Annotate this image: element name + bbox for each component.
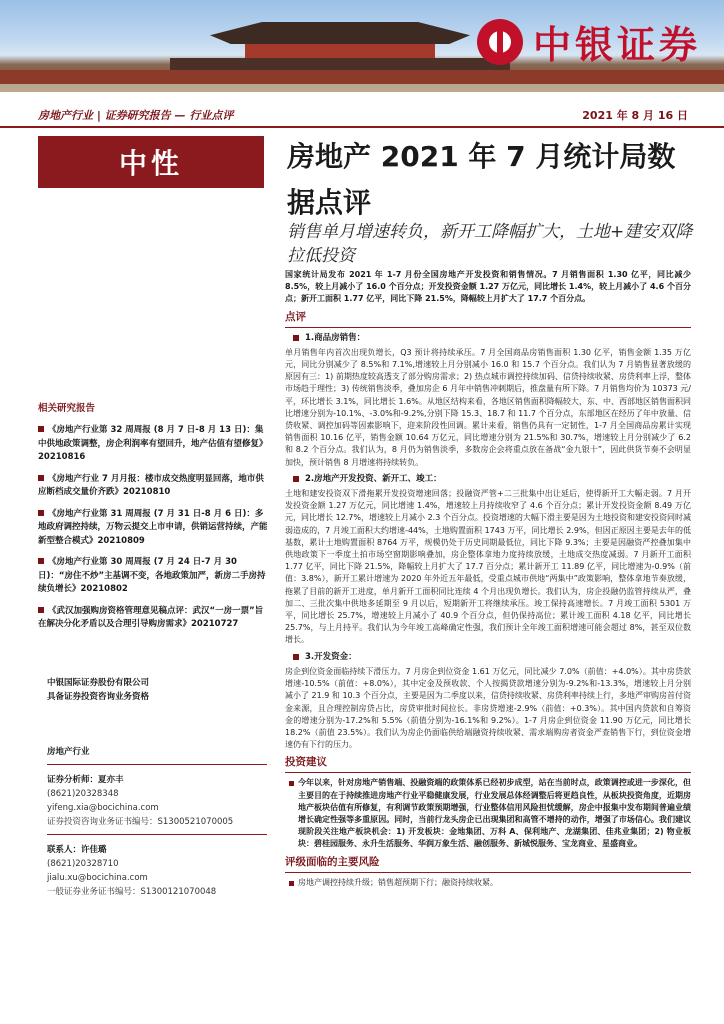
- related-report-text: 《房地产行业第 32 周周报 (8 月 7 日-8 月 13 日)：集中供地政策调整，房企利润率有望回升，地产估值有望修复》20210816: [38, 425, 268, 462]
- analyst-email[interactable]: yifeng.xia@bocichina.com: [47, 803, 159, 813]
- investment-paragraph: 土地和建安投资双下滑拖累开发投资增速回落；投融资严管+二三批集中出让延后，使得新开工大幅走弱。7 月开发投资金额 1.27 万亿元，同比增速 1.4%，增速较上月持续收窄了 4.6 个百分点；累计开发投资金额 8.49 万亿元，同比增长 12.7%，增速较上月减小 2.3 个百分点。投资增速的大幅下滑主要是因为土地投资和建安投资同时减弱造成的，7 月竣工面积大约增速-44%，土地购置面积 1743 万平，同比增长 2.9%，但因正原因主要是去年的低基数，累计土地购置面积 8764 万平，规模仍处于历史同期最低位，同比下降 9.3%；主要是因融资严控叠加集中供地政策下一季度土拍市场空窗期影响叠加，房企整体拿地力度持续放缓，土地成交热度减弱。7 月新开工面积 1.77 亿平，同比下降 21.5%，降幅较上月扩大了 17.7 百分点；累计新开工 11.89 亿平，同比增速为-0.9%（前值：3.8%），新开工累计增速为 2020 年外近五年最低，受重点城市供地“两集中”政策影响，整体拿地节奏放缓，拖累了目前的新开工进度，单月新开工面积同比连续 4 个月出现负增长。我们认为，房企投融仍监管持续从严，叠加二、三批次集中供地多延期至 9 月以后，短期新开工将继续承压。竣工保持高速增长。7 月竣工面积 5301 万平，同比增长 25.7%，增速较上月减小了 40.9 个百分点，但仍保持高位；累计竣工面积 4.18 亿平，同比增长 25.7%，与上月持平。我们认为今年竣工高峰确定性强，我们预计全年竣工面积增速可能会超过 8%，甚至双位数增长。: [285, 489, 691, 645]
- bullet-square-icon: [293, 476, 299, 482]
- investment-heading: [285, 473, 691, 485]
- bullet-square-icon: [38, 558, 44, 564]
- invest-advice-item: [285, 777, 691, 850]
- sidebar-related: [38, 400, 268, 640]
- related-report-text: 《房地产行业第 31 周周报 (7 月 31 日-8 月 6 日)：多地政府调控持续，万物云提交上市申请，供销运营持续，产能新型整合模式》20210809: [38, 508, 268, 546]
- analyst-phone: (8621)20328348: [47, 789, 119, 799]
- related-report-item[interactable]: [38, 605, 268, 632]
- related-report-text: 《房地产行业第 30 周周报 (7 月 24 日-7 月 30 日)：“房住不炒”主基调不变，各地政策加严，新房二手房持续负增长》20210802: [38, 557, 266, 594]
- main-content: [285, 269, 691, 889]
- bullet-square-icon: [38, 475, 44, 481]
- report-title: 房地产 2021 年 7 月统计局数据点评: [287, 140, 676, 219]
- brand-logo: [477, 14, 701, 69]
- related-report-text: 《武汉加强购房资格管理意见稿点评：武汉“一房一票”旨在解决分化矛盾以及合理引导购房需求》20210727: [38, 605, 264, 629]
- related-reports-heading: 相关研究报告: [38, 403, 96, 414]
- summary-paragraph: 国家统计局发布 2021 年 1-7 月份全国房地产开发投资和销售情况。7 月销售面积 1.30 亿平，同比减少 8.5%，较上月减小了 16.0 个百分点；开发投资金额 1.27 万亿元，同比增长 1.4%，较上月减小了 4.6 个百分点；新开工面积 1.77 亿平，同比下降 21.5%，降幅较上月扩大了 17.7 个百分点。: [285, 270, 691, 304]
- contact-license: 一般证券业务证书编号：S1300121070048: [47, 887, 217, 897]
- risk-text: 房地产调控持续升级；销售超预期下行；融资持续收紧。: [298, 877, 498, 887]
- firm-info: [47, 676, 267, 704]
- bullet-square-icon: [293, 335, 299, 341]
- bullet-square-icon: [38, 607, 44, 613]
- bullet-square-icon: [38, 426, 44, 432]
- bullet-square-icon: [293, 654, 299, 660]
- investment-heading-text: 2.房地产开发投资、新开工、竣工：: [305, 473, 442, 484]
- contact-block: [47, 745, 267, 899]
- boc-logo-icon: [477, 19, 523, 65]
- invest-advice-text: 今年以来，针对房地产销售端、投融资端的政策体系已经初步成型，站在当前时点，政策调控或进一步深化，但主要目的在于持续推进房地产行业平稳健康发展，行业发展总体经调整后将更趋良性，从板块投资角度，近期房地产板块估值有所修复，有利调节政策预期增强，行业整体信用风险担忧缓解，房企中报集中发布期间普遍业绩增长确定性强等多重原因。同时，当前行龙头房企已出现集团和高管不增持的动作，增强了市场信心。我们建议现阶段关注地产板块机会：1) 开发板块：金地集团、万科 A、保利地产、龙湖集团、佳兆业集团；2) 物业板块：碧桂园服务、永升生活服务、华润万象生活、融创服务、新城悦服务、宝龙商业、星盛商业。: [298, 778, 691, 849]
- related-report-item[interactable]: [38, 473, 268, 500]
- contact-phone: (8621)20328710: [47, 859, 119, 869]
- header-banner: [0, 0, 724, 92]
- sales-paragraph: 单月销售年内首次出现负增长，Q3 预计将持续承压。7 月全国商品房销售面积 1.30 亿平，销售金额 1.35 万亿元，同比分别减少了 8.5%和 7.1%,增速较上月分别减小 16.0 和 15.7 个百分点。我们认为 7 月销售显著放缓的原因有三：1) 前期热度较高透支了部分购房需求；2) 热点城市调控持续加码、信贷持续收紧、房贷利率上浮，整体市场趋于理性；3) 传统销售淡季，叠加房企 6 月年中销售冲刺期后，推盘量有所下降。7 月销售均价为 10373 元/平，环比增长 3.1%，同比增长 1.6%。从地区结构来看，各地区销售面积降幅较大，东、中、西部地区销售面积同比增速分别为-10.1%、-3.0%和-9.2%,分别下降 15.3、18.7 和 11.7 个百分点，东部地区在经历了年中放量、信贷收紧、调控加码等因素影响下，迎来阶段性回调。累计来看，销售仍具有一定韧性，1-7 月全国商品房累计实现销售面积 10.16 亿平，销售金额 10.64 万亿元，同比增速分别为 21.5%和 30.7%，增速较上月分别减少了 6.2 和 8.2 个百分点。我们认为，8 月仍为销售淡季，多数房企会将重点放在备战“金九银十”，因此供货节奏不会明显加快，预计销售 8 月增速将持续转负。: [285, 347, 691, 467]
- risk-heading: 评级面临的主要风险: [285, 855, 380, 868]
- comment-heading: 点评: [285, 310, 306, 323]
- funding-heading: [285, 651, 691, 663]
- sidebar-divider: [47, 764, 267, 765]
- firm-qualification: 具备证券投资咨询业务资格: [47, 692, 150, 702]
- report-topbar: [0, 104, 724, 128]
- sector-line: 房地产行业 | 证券研究报告 — 行业点评: [38, 109, 234, 122]
- bullet-square-icon: [38, 510, 44, 516]
- analyst-label: 证券分析师：夏亦丰: [47, 775, 124, 785]
- analyst-license: 证券投资咨询业务证书编号：S1300521070005: [47, 817, 234, 827]
- risk-item: [285, 877, 691, 889]
- related-report-text: 《房地产行业 7 月月报：楼市成交热度明显回落，地市供应断档成交量价齐跌》20210810: [38, 473, 264, 497]
- bullet-square-icon: [289, 881, 294, 886]
- sidebar-divider: [47, 834, 267, 835]
- section-divider: [285, 772, 691, 773]
- sales-heading-text: 1.商品房销售：: [305, 332, 366, 343]
- section-divider: [285, 327, 691, 328]
- rating-badge: 中性: [38, 136, 264, 188]
- funding-heading-text: 3.开发资金：: [305, 651, 357, 662]
- invest-advice-heading: 投资建议: [285, 756, 327, 769]
- contact-email[interactable]: jialu.xu@bocichina.com: [47, 873, 148, 883]
- sales-heading: [285, 332, 691, 344]
- bullet-square-icon: [289, 781, 294, 786]
- contact-label: 联系人：许佳璐: [47, 845, 107, 855]
- palace-ground-illustration: [0, 84, 724, 92]
- related-report-item[interactable]: [38, 508, 268, 549]
- firm-name: 中银国际证券股份有限公司: [47, 678, 150, 688]
- funding-paragraph: 房企到位资金面临持续下滑压力。7 月房企到位资金 1.61 万亿元，同比减少 7.0%（前值：+4.0%）。其中房贷款增速-10.5%（前值：+8.0%），其中定金及预收款、个人按揭贷款增速分别为-9.2%和-13.3%，增速较上月分别减小了 21.9 和 10.3 个百分点，主要是因为二季度以来，信贷持续收紧、房贷利率持续上行，多地严审购房首付资金来源，且合理控制房贷占比，房贷审批时间拉长。非房贷增速-2.9%（前值：+0.3%）。其中国内贷款和自筹资金的增速分别为-17.2%和 5.5%（前值分别为-16.1%和 9.2%）。1-7 月房企到位资金 11.90 万亿元，同比增长 18.2%（前值 23.5%）。我们认为房企仍面临供给端融资持续收紧、需求端购房者资金严查销售下行，到位资金增速仍有下行的压力。: [285, 666, 691, 750]
- industry-label: 房地产行业: [47, 747, 90, 757]
- section-divider: [285, 872, 691, 873]
- brand-name: 中银证券: [533, 23, 702, 67]
- related-report-item[interactable]: [38, 556, 268, 597]
- report-subtitle: 销售单月增速转负，新开工降幅扩大，土地+建安双降拉低投资: [287, 222, 693, 266]
- related-report-item[interactable]: [38, 424, 268, 465]
- palace-roof-illustration: [210, 22, 470, 44]
- report-date: 2021 年 8 月 16 日: [582, 109, 688, 122]
